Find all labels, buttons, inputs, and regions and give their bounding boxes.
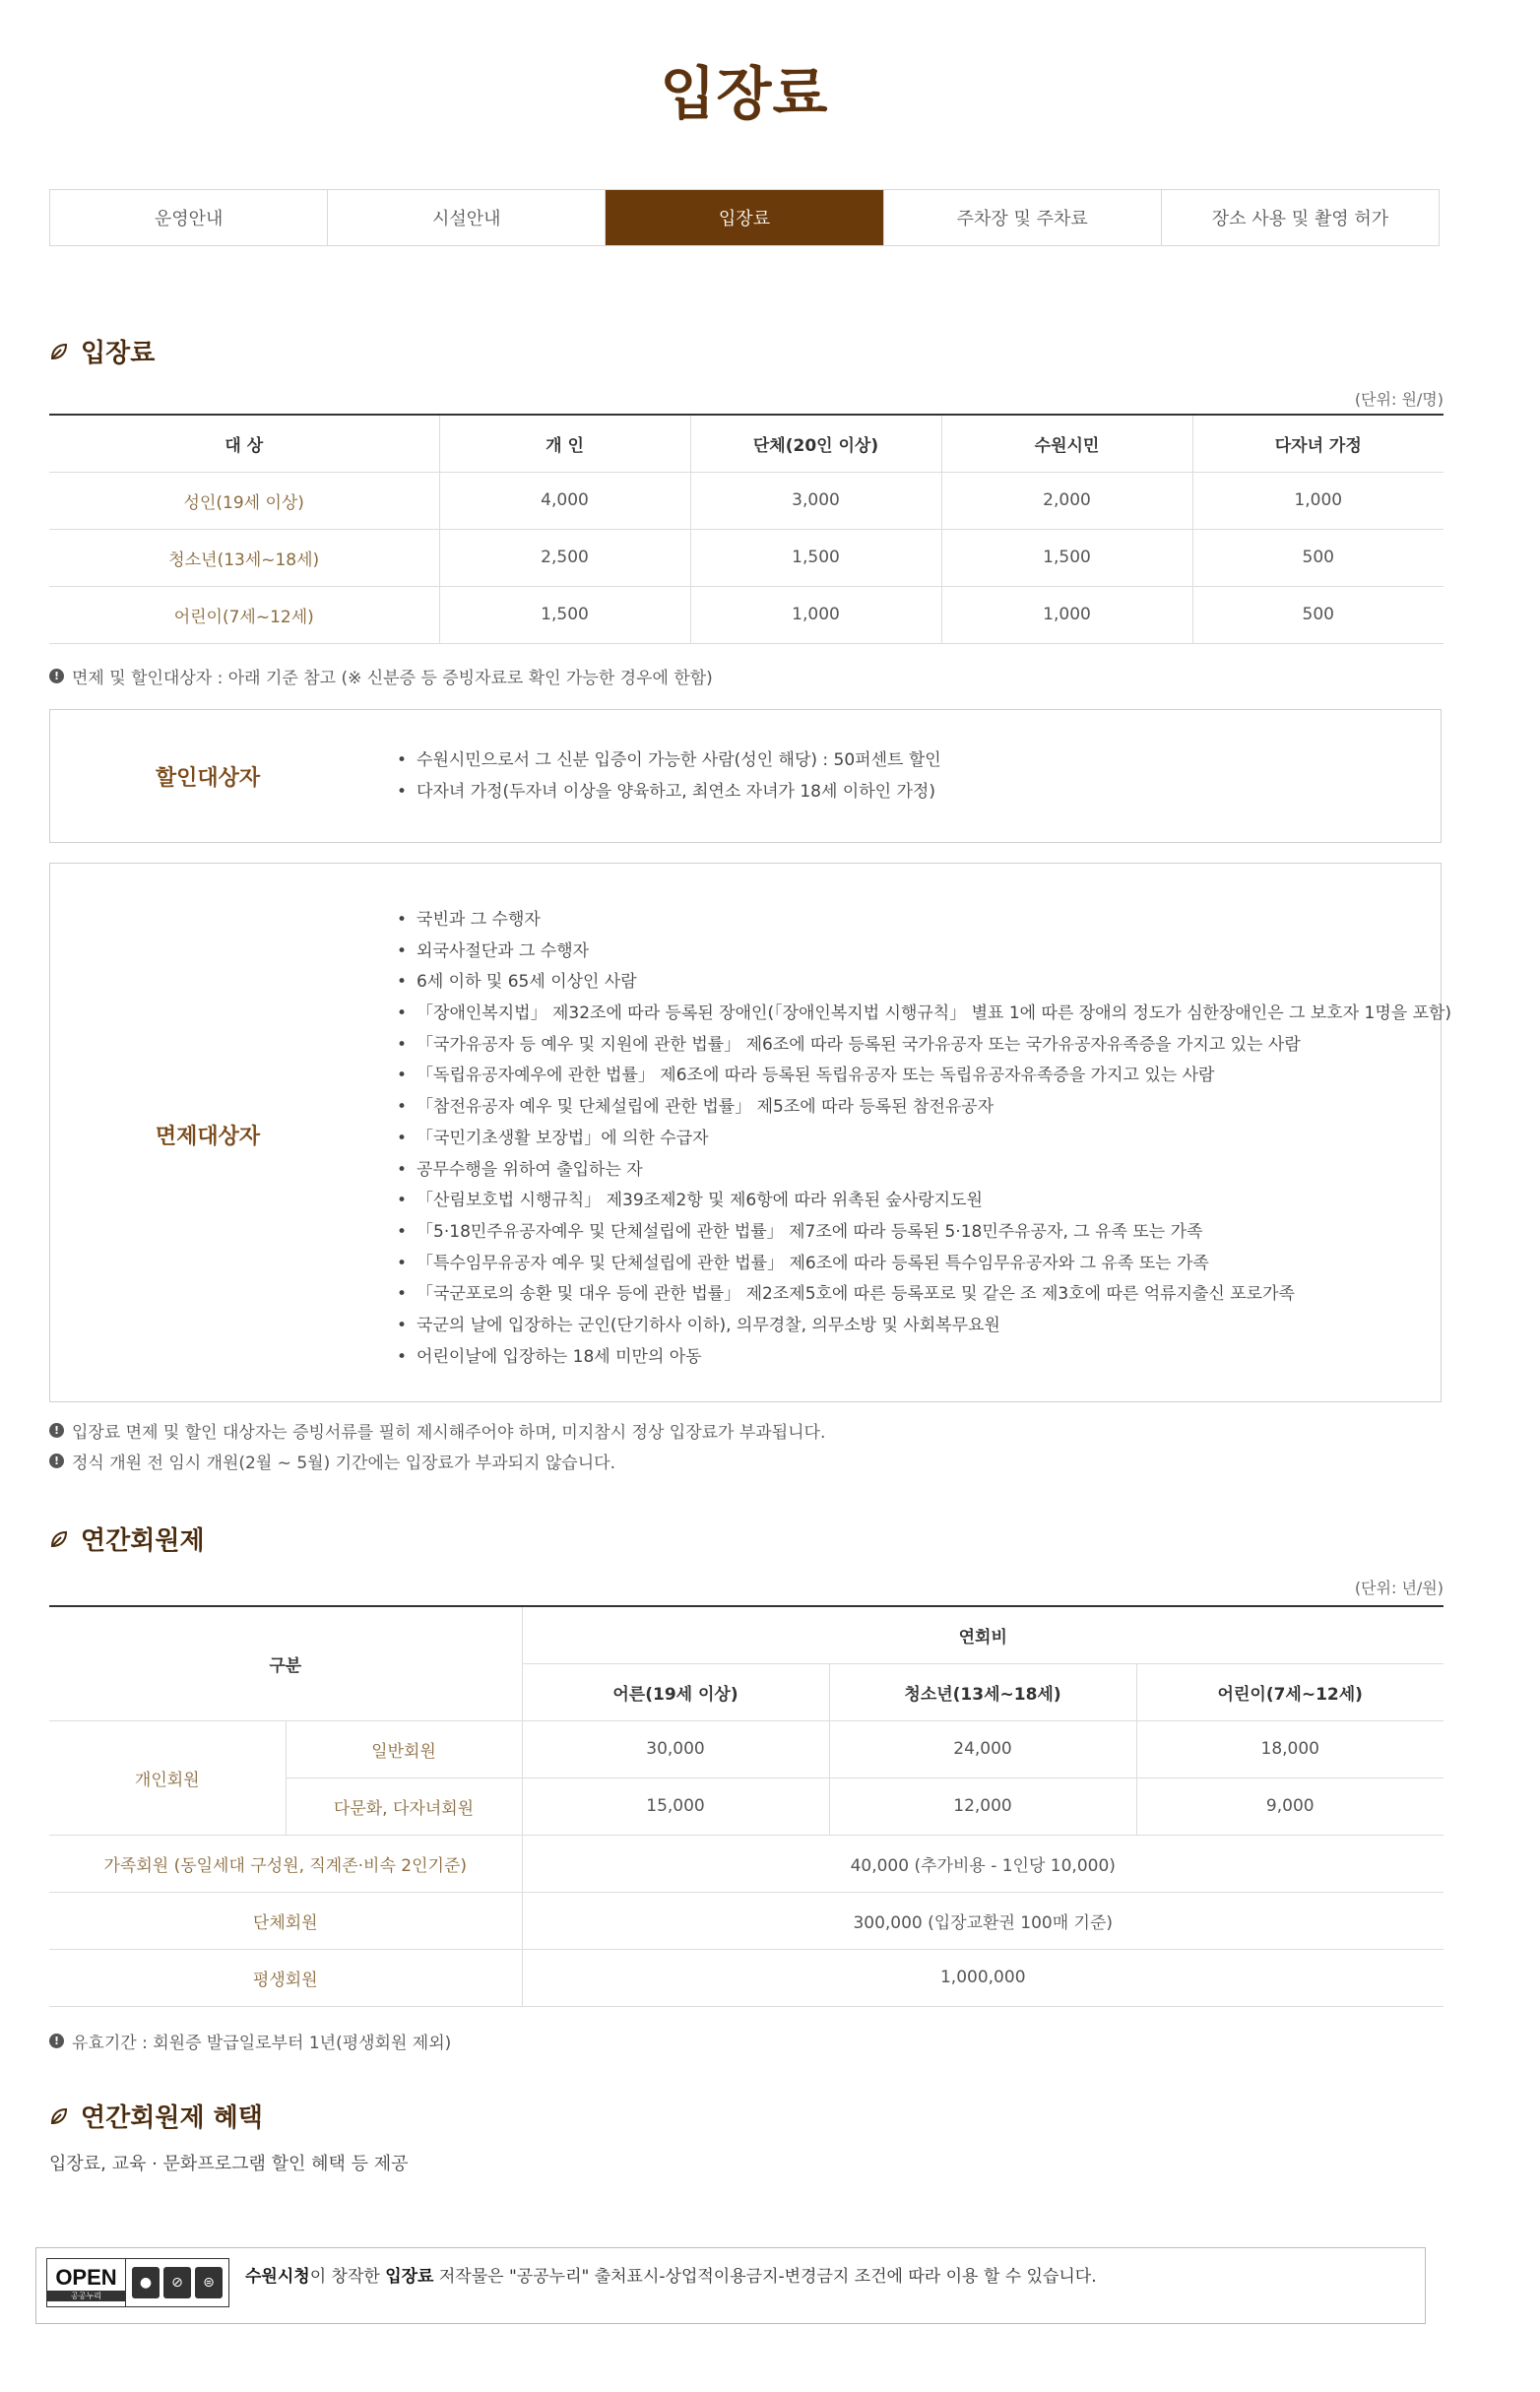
row-group-label: 개인회원 xyxy=(49,1720,286,1835)
list-item: • 「국민기초생활 보장법」에 의한 수급자 xyxy=(397,1124,1451,1155)
leaf-icon xyxy=(49,2106,69,2126)
benefits-heading-text: 연간회원제 혜택 xyxy=(81,2103,263,2133)
admission-table xyxy=(49,414,1444,644)
noncommercial-icon: ⊘ xyxy=(163,2267,191,2298)
table-cell: 4,000 xyxy=(439,472,690,529)
list-item: • 「독립유공자예우에 관한 법률」 제6조에 따라 등록된 독립유공자 또는 독립유공자유족증을 가지고 있는 사람 xyxy=(397,1061,1451,1092)
table-cell: 15,000 xyxy=(522,1778,829,1835)
leaf-icon xyxy=(49,342,69,361)
license-text-part: 저작물은 "공공누리" 출처표시-상업적이용금지-변경금지 조건에 따라 이용 할 수 있습니다. xyxy=(433,2267,1097,2287)
table-header: 단체(20인 이상) xyxy=(690,415,941,472)
attribution-icon: ● xyxy=(132,2267,160,2298)
license-text-part: 이 창작한 xyxy=(309,2267,386,2287)
table-header: 어른(19세 이상) xyxy=(522,1663,829,1720)
table-row xyxy=(49,472,1444,529)
membership-note xyxy=(49,2029,451,2053)
list-item: • 국군의 날에 입장하는 군인(단기하사 이하), 의무경찰, 의무소방 및 사회복무요원 xyxy=(397,1311,1451,1342)
admission-heading-text: 입장료 xyxy=(81,339,156,368)
list-item: • 「산림보호법 시행규칙」 제39조제2항 및 제6항에 따라 위촉된 숲사랑지도원 xyxy=(397,1186,1451,1217)
list-item: • 국빈과 그 수행자 xyxy=(397,905,1451,937)
admission-note-text: 면제 및 할인대상자 : 아래 기준 참고 (※ 신분증 등 증빙자료로 확인 가능한 경우에 한함) xyxy=(72,669,713,688)
table-cell: 500 xyxy=(1192,529,1444,586)
table-cell: 1,000 xyxy=(941,586,1192,643)
table-header: 연회비 xyxy=(522,1606,1444,1663)
table-cell: 1,000 xyxy=(1192,472,1444,529)
leaf-icon xyxy=(49,1529,69,1549)
table-header: 대 상 xyxy=(49,415,439,472)
exempt-box xyxy=(49,863,1452,1402)
list-item: • 「5·18민주유공자예우 및 단체설립에 관한 법률」 제7조에 따라 등록된 5·18민주유공자, 그 유족 또는 가족 xyxy=(397,1217,1451,1249)
benefits-heading xyxy=(49,2098,263,2134)
license-text xyxy=(245,2262,1097,2287)
discount-label: 할인대상자 xyxy=(155,766,261,791)
table-row xyxy=(49,586,1444,643)
list-item: • 수원시민으로서 그 신분 입증이 가능한 사람(성인 해당) : 50퍼센트 할인 xyxy=(397,745,941,777)
table-header: 청소년(13세~18세) xyxy=(829,1663,1136,1720)
table-cell: 12,000 xyxy=(829,1778,1136,1835)
table-cell: 9,000 xyxy=(1136,1778,1444,1835)
page-title: 입장료 xyxy=(660,60,829,127)
license-box xyxy=(35,2247,1426,2324)
row-label: 단체회원 xyxy=(49,1892,522,1949)
table-cell: 300,000 (입장교환권 100매 기준) xyxy=(522,1892,1444,1949)
table-row xyxy=(49,529,1444,586)
tab-facility-info[interactable]: 시설안내 xyxy=(328,190,606,245)
notice-1 xyxy=(49,1418,825,1443)
notice-2 xyxy=(49,1449,615,1473)
info-icon: ! xyxy=(49,2034,64,2048)
table-cell: 1,500 xyxy=(690,529,941,586)
table-row xyxy=(49,1949,1444,2006)
discount-box xyxy=(49,709,1442,843)
membership-unit: (단위: 년/원) xyxy=(1354,1579,1444,1597)
membership-note-text: 유효기간 : 회원증 발급일로부터 1년(평생회원 제외) xyxy=(72,2034,452,2053)
admission-unit: (단위: 원/명) xyxy=(1354,390,1444,409)
tab-parking[interactable]: 주차장 및 주차료 xyxy=(884,190,1162,245)
row-label: 성인(19세 이상) xyxy=(49,472,439,529)
list-item: • 공무수행을 위하여 출입하는 자 xyxy=(397,1155,1451,1187)
discount-list xyxy=(397,745,941,808)
list-item: • 「참전유공자 예우 및 단체설립에 관한 법률」 제5조에 따라 등록된 참전유공자 xyxy=(397,1092,1451,1124)
table-cell: 3,000 xyxy=(690,472,941,529)
table-cell: 24,000 xyxy=(829,1720,1136,1778)
admission-note xyxy=(49,664,713,688)
row-label: 가족회원 (동일세대 구성원, 직계존·비속 2인기준) xyxy=(49,1835,522,1892)
table-header: 다자녀 가정 xyxy=(1192,415,1444,472)
kogl-logo xyxy=(46,2258,229,2307)
list-item: • 「국가유공자 등 예우 및 지원에 관한 법률」 제6조에 따라 등록된 국가유공자 또는 국가유공자유족증을 가지고 있는 사람 xyxy=(397,1030,1451,1062)
info-icon: ! xyxy=(49,1454,64,1468)
table-cell: 40,000 (추가비용 - 1인당 10,000) xyxy=(522,1835,1444,1892)
row-label: 평생회원 xyxy=(49,1949,522,2006)
table-cell: 1,000,000 xyxy=(522,1949,1444,2006)
kogl-sub-text: 공공누리 xyxy=(47,2291,125,2301)
notice-text: 정식 개원 전 임시 개원(2월 ~ 5월) 기간에는 입장료가 부과되지 않습니다. xyxy=(72,1454,615,1473)
table-cell: 18,000 xyxy=(1136,1720,1444,1778)
table-cell: 2,500 xyxy=(439,529,690,586)
table-cell: 2,000 xyxy=(941,472,1192,529)
info-icon: ! xyxy=(49,669,64,683)
row-label: 청소년(13세~18세) xyxy=(49,529,439,586)
table-cell: 500 xyxy=(1192,586,1444,643)
table-header: 개 인 xyxy=(439,415,690,472)
notice-text: 입장료 면제 및 할인 대상자는 증빙서류를 필히 제시해주어야 하며, 미지참시 정상 입장료가 부과됩니다. xyxy=(72,1423,826,1443)
benefits-text: 입장료, 교육 · 문화프로그램 할인 혜택 등 제공 xyxy=(49,2154,409,2174)
list-item: • 「국군포로의 송환 및 대우 등에 관한 법률」 제2조제5호에 따른 등록포로 및 같은 조 제3호에 따른 억류지출신 포로가족 xyxy=(397,1279,1451,1311)
table-row xyxy=(49,1835,1444,1892)
list-item: • 어린이날에 입장하는 18세 미만의 아동 xyxy=(397,1342,1451,1374)
table-cell: 1,000 xyxy=(690,586,941,643)
tab-venue-permit[interactable]: 장소 사용 및 촬영 허가 xyxy=(1211,209,1389,229)
tab-admission[interactable]: 입장료 xyxy=(606,190,883,245)
list-item: • 외국사절단과 그 수행자 xyxy=(397,937,1451,968)
table-header: 구분 xyxy=(49,1606,522,1720)
noderivs-icon: ⊜ xyxy=(195,2267,223,2298)
table-row xyxy=(49,1892,1444,1949)
list-item: • 6세 이하 및 65세 이상인 사람 xyxy=(397,967,1451,999)
table-header: 수원시민 xyxy=(941,415,1192,472)
table-header-row xyxy=(49,1606,1444,1663)
row-label: 일반회원 xyxy=(286,1720,522,1778)
table-header-row xyxy=(49,415,1444,472)
row-label: 다문화, 다자녀회원 xyxy=(286,1778,522,1835)
admission-heading xyxy=(49,333,155,369)
list-item: • 다자녀 가정(두자녀 이상을 양육하고, 최연소 자녀가 18세 이하인 가정) xyxy=(397,777,941,808)
tab-bar xyxy=(49,189,1440,246)
info-icon: ! xyxy=(49,1423,64,1438)
table-header: 어린이(7세~12세) xyxy=(1136,1663,1444,1720)
list-item: • 「특수임무유공자 예우 및 단체설립에 관한 법률」 제6조에 따라 등록된 특수임무유공자와 그 유족 또는 가족 xyxy=(397,1249,1451,1280)
table-cell: 1,500 xyxy=(439,586,690,643)
exempt-list xyxy=(397,905,1451,1373)
membership-heading-text: 연간회원제 xyxy=(81,1526,205,1556)
kogl-open-text: OPEN xyxy=(55,2264,117,2290)
tab-operation-info[interactable]: 운영안내 xyxy=(50,190,328,245)
license-org: 수원시청 xyxy=(245,2267,310,2287)
list-item: • 「장애인복지법」 제32조에 따라 등록된 장애인(「장애인복지법 시행규칙」 별표 1에 따른 장애의 정도가 심한장애인은 그 보호자 1명을 포함) xyxy=(397,999,1451,1030)
exempt-label: 면제대상자 xyxy=(155,1125,261,1149)
membership-table xyxy=(49,1605,1444,2007)
table-row xyxy=(49,1720,1444,1778)
table-cell: 30,000 xyxy=(522,1720,829,1778)
table-cell: 1,500 xyxy=(941,529,1192,586)
license-work: 입장료 xyxy=(385,2267,434,2287)
row-label: 어린이(7세~12세) xyxy=(49,586,439,643)
membership-heading xyxy=(49,1520,205,1557)
